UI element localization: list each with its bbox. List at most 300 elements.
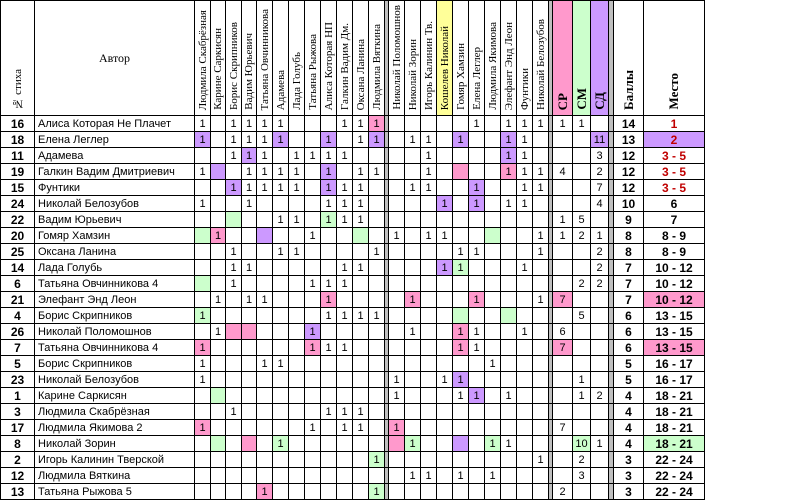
- poem-number: 22: [1, 212, 35, 228]
- vote-cell: [337, 468, 353, 484]
- table-row: [1, 212, 705, 228]
- vote-cell: 1: [257, 180, 273, 196]
- vote-cell: [226, 228, 242, 244]
- vote-cell: [389, 356, 405, 372]
- place-cell: 10 - 12: [644, 260, 705, 276]
- vote-cell: [257, 468, 273, 484]
- vote-cell: 1: [273, 180, 289, 196]
- vote-cell: [289, 324, 305, 340]
- vote-cell: [289, 436, 305, 452]
- vote-cell: 1: [353, 196, 369, 212]
- vote-cell: 1: [501, 148, 517, 164]
- vote-cell: 1: [195, 164, 211, 180]
- vote-cell: 1: [305, 324, 321, 340]
- score-cell: 10: [614, 196, 644, 212]
- vote-cell: [469, 212, 485, 228]
- vote-cell: 1: [337, 420, 353, 436]
- vote-cell: [405, 372, 421, 388]
- vote-cell: [226, 484, 242, 500]
- score-cell: 3: [614, 452, 644, 468]
- vote-cell: 1: [405, 324, 421, 340]
- vote-cell: 1: [533, 116, 549, 132]
- header-jury-0: [195, 1, 211, 116]
- vote-cell: [305, 388, 321, 404]
- poem-number: 6: [1, 276, 35, 292]
- vote-cell: 1: [389, 420, 405, 436]
- vote-cell: 1: [211, 324, 226, 340]
- vote-cell: [485, 324, 501, 340]
- vote-cell: 1: [517, 260, 533, 276]
- vote-cell: 1: [226, 132, 242, 148]
- header-jury-18: [485, 1, 501, 116]
- vote-cell: [195, 324, 211, 340]
- vote-cell: [405, 356, 421, 372]
- vote-cell: [226, 292, 242, 308]
- vote-cell: [273, 148, 289, 164]
- score-cell: 6: [614, 308, 644, 324]
- header-label: № стиха: [11, 69, 24, 110]
- vote-cell: [437, 292, 453, 308]
- poem-number: 20: [1, 228, 35, 244]
- author-name: Алиса Которая Не Плачет: [35, 116, 195, 132]
- vote-cell: [517, 372, 533, 388]
- vote-cell: [353, 452, 369, 468]
- extra-cell: [591, 292, 609, 308]
- header-label: Николай Зорин: [406, 38, 419, 110]
- vote-cell: 1: [453, 324, 469, 340]
- vote-cell: [421, 452, 437, 468]
- extra-cell: [573, 292, 591, 308]
- extra-cell: 2: [591, 276, 609, 292]
- poem-number: 14: [1, 260, 35, 276]
- vote-cell: [369, 148, 385, 164]
- vote-cell: 1: [321, 164, 337, 180]
- vote-cell: 1: [321, 212, 337, 228]
- vote-cell: [305, 436, 321, 452]
- header-jury-12: [389, 1, 405, 116]
- poem-number: 19: [1, 164, 35, 180]
- vote-cell: [501, 452, 517, 468]
- vote-cell: [211, 308, 226, 324]
- vote-cell: [211, 244, 226, 260]
- vote-cell: [389, 148, 405, 164]
- vote-cell: 1: [337, 148, 353, 164]
- vote-cell: [501, 468, 517, 484]
- vote-cell: 1: [533, 180, 549, 196]
- vote-cell: [485, 148, 501, 164]
- header-label: СМ: [573, 88, 589, 110]
- vote-cell: [211, 452, 226, 468]
- extra-cell: 1: [573, 116, 591, 132]
- extra-cell: [573, 244, 591, 260]
- extra-cell: [573, 132, 591, 148]
- vote-cell: [437, 132, 453, 148]
- extra-cell: 7: [553, 420, 573, 436]
- vote-cell: 1: [337, 276, 353, 292]
- extra-cell: [591, 372, 609, 388]
- vote-cell: [257, 340, 273, 356]
- vote-cell: 1: [369, 132, 385, 148]
- vote-cell: [257, 420, 273, 436]
- vote-cell: [321, 388, 337, 404]
- vote-cell: [453, 180, 469, 196]
- vote-cell: [533, 468, 549, 484]
- extra-cell: [553, 260, 573, 276]
- vote-cell: [485, 340, 501, 356]
- header-label: Елена Леглер: [470, 47, 483, 110]
- vote-cell: [453, 308, 469, 324]
- header-label: Кошелев Николай: [438, 25, 451, 110]
- vote-cell: [257, 436, 273, 452]
- vote-cell: [501, 308, 517, 324]
- vote-cell: [437, 212, 453, 228]
- vote-cell: [226, 340, 242, 356]
- extra-cell: 3: [573, 468, 591, 484]
- place-cell: 13 - 15: [644, 340, 705, 356]
- vote-cell: 1: [195, 356, 211, 372]
- vote-cell: [273, 340, 289, 356]
- vote-cell: [389, 244, 405, 260]
- vote-cell: [421, 244, 437, 260]
- table-row: [1, 484, 705, 500]
- extra-cell: 1: [553, 228, 573, 244]
- vote-cell: [353, 340, 369, 356]
- extra-cell: [553, 404, 573, 420]
- place-cell: 18 - 21: [644, 388, 705, 404]
- vote-cell: [389, 180, 405, 196]
- vote-cell: [195, 388, 211, 404]
- vote-cell: 1: [501, 116, 517, 132]
- score-cell: 4: [614, 436, 644, 452]
- vote-cell: [289, 340, 305, 356]
- vote-cell: [453, 420, 469, 436]
- extra-cell: 7: [553, 292, 573, 308]
- vote-cell: [517, 292, 533, 308]
- place-cell: 18 - 21: [644, 436, 705, 452]
- vote-cell: 1: [501, 196, 517, 212]
- extra-cell: 2: [573, 276, 591, 292]
- vote-cell: [273, 452, 289, 468]
- vote-cell: [437, 468, 453, 484]
- vote-cell: [421, 116, 437, 132]
- vote-cell: [485, 260, 501, 276]
- vote-cell: [405, 404, 421, 420]
- vote-cell: [211, 340, 226, 356]
- table-row: [1, 452, 705, 468]
- vote-cell: [353, 436, 369, 452]
- place-cell: 18 - 21: [644, 420, 705, 436]
- vote-cell: 1: [469, 244, 485, 260]
- vote-cell: [485, 276, 501, 292]
- vote-cell: [533, 324, 549, 340]
- vote-cell: [211, 276, 226, 292]
- vote-cell: [305, 244, 321, 260]
- extra-cell: [591, 212, 609, 228]
- vote-cell: 1: [469, 292, 485, 308]
- vote-cell: 1: [485, 468, 501, 484]
- vote-cell: [421, 372, 437, 388]
- score-cell: 5: [614, 356, 644, 372]
- vote-cell: 1: [257, 356, 273, 372]
- vote-cell: [369, 340, 385, 356]
- vote-cell: 1: [305, 148, 321, 164]
- header-label: Людмила Скабрёзная: [196, 9, 209, 110]
- poem-number: 1: [1, 388, 35, 404]
- vote-cell: 1: [337, 260, 353, 276]
- header-label: Борис Скрипников: [227, 21, 240, 110]
- header-jury-15: [437, 1, 453, 116]
- extra-cell: 1: [573, 372, 591, 388]
- extra-cell: [573, 324, 591, 340]
- author-name: Карине Саркисян: [35, 388, 195, 404]
- header-jury-13: [405, 1, 421, 116]
- author-name: Людмила Скабрёзная: [35, 404, 195, 420]
- vote-cell: [437, 180, 453, 196]
- header-author: [35, 1, 195, 116]
- extra-cell: [591, 452, 609, 468]
- extra-cell: 5: [573, 308, 591, 324]
- vote-cell: [533, 420, 549, 436]
- vote-cell: [273, 260, 289, 276]
- vote-cell: [273, 420, 289, 436]
- vote-cell: 1: [273, 116, 289, 132]
- vote-cell: 1: [405, 468, 421, 484]
- vote-cell: [321, 436, 337, 452]
- vote-cell: [517, 404, 533, 420]
- vote-cell: [337, 324, 353, 340]
- extra-cell: [553, 436, 573, 452]
- vote-cell: [469, 484, 485, 500]
- score-cell: 3: [614, 484, 644, 500]
- vote-cell: [533, 436, 549, 452]
- extra-cell: 1: [591, 436, 609, 452]
- table-row: [1, 180, 705, 196]
- poem-number: 11: [1, 148, 35, 164]
- vote-cell: 1: [405, 292, 421, 308]
- vote-cell: 1: [469, 324, 485, 340]
- vote-cell: [421, 356, 437, 372]
- vote-cell: [469, 436, 485, 452]
- extra-cell: 2: [591, 260, 609, 276]
- vote-cell: 1: [517, 132, 533, 148]
- extra-cell: 3: [591, 148, 609, 164]
- score-cell: 6: [614, 324, 644, 340]
- vote-cell: [305, 164, 321, 180]
- header-label: Татьяна Рыжова: [306, 34, 319, 110]
- score-cell: 8: [614, 228, 644, 244]
- header-label: Игорь Калинин Тв.: [422, 20, 435, 110]
- extra-cell: [591, 420, 609, 436]
- vote-cell: [305, 260, 321, 276]
- vote-cell: [353, 324, 369, 340]
- vote-cell: 1: [337, 196, 353, 212]
- vote-cell: 1: [517, 324, 533, 340]
- vote-cell: [501, 212, 517, 228]
- header-place: [644, 1, 705, 116]
- table-row: [1, 276, 705, 292]
- vote-cell: [305, 292, 321, 308]
- vote-cell: [211, 260, 226, 276]
- header-label: СД: [591, 92, 607, 110]
- vote-cell: [257, 404, 273, 420]
- vote-cell: 1: [389, 372, 405, 388]
- vote-cell: [389, 260, 405, 276]
- vote-cell: [369, 436, 385, 452]
- table-row: [1, 324, 705, 340]
- place-cell: 3 - 5: [644, 164, 705, 180]
- vote-cell: 1: [437, 228, 453, 244]
- vote-cell: [242, 420, 257, 436]
- extra-cell: 4: [591, 196, 609, 212]
- header-jury-17: [469, 1, 485, 116]
- vote-cell: [211, 212, 226, 228]
- place-cell: 10 - 12: [644, 292, 705, 308]
- vote-cell: [517, 356, 533, 372]
- vote-cell: [305, 180, 321, 196]
- author-name: Николай Белозубов: [35, 196, 195, 212]
- vote-cell: [405, 212, 421, 228]
- place-cell: 6: [644, 196, 705, 212]
- header-row: [1, 1, 705, 116]
- vote-cell: [337, 132, 353, 148]
- vote-cell: [389, 452, 405, 468]
- vote-cell: [453, 276, 469, 292]
- vote-cell: [501, 356, 517, 372]
- score-cell: 7: [614, 276, 644, 292]
- vote-cell: [353, 356, 369, 372]
- vote-cell: [353, 292, 369, 308]
- place-cell: 2: [644, 132, 705, 148]
- vote-cell: [421, 340, 437, 356]
- vote-cell: [389, 132, 405, 148]
- vote-cell: [289, 468, 305, 484]
- vote-cell: [257, 452, 273, 468]
- vote-cell: [242, 308, 257, 324]
- vote-cell: [533, 388, 549, 404]
- header-jury-11: [369, 1, 385, 116]
- vote-cell: [353, 388, 369, 404]
- poem-number: 4: [1, 308, 35, 324]
- vote-cell: 1: [469, 180, 485, 196]
- extra-cell: 1: [553, 212, 573, 228]
- vote-cell: [195, 260, 211, 276]
- header-jury-4: [257, 1, 273, 116]
- extra-cell: [573, 260, 591, 276]
- extra-cell: [553, 132, 573, 148]
- vote-cell: [305, 452, 321, 468]
- vote-cell: [353, 148, 369, 164]
- vote-cell: 1: [453, 340, 469, 356]
- vote-cell: [369, 228, 385, 244]
- vote-cell: [273, 388, 289, 404]
- vote-cell: [517, 484, 533, 500]
- vote-cell: [437, 404, 453, 420]
- extra-cell: 7: [591, 180, 609, 196]
- vote-cell: [437, 388, 453, 404]
- vote-cell: [242, 228, 257, 244]
- place-cell: 8 - 9: [644, 244, 705, 260]
- table-row: [1, 436, 705, 452]
- vote-cell: 1: [453, 132, 469, 148]
- header-jury-21: [533, 1, 549, 116]
- header-extra-0: [553, 1, 573, 116]
- vote-cell: [257, 244, 273, 260]
- extra-cell: 2: [573, 452, 591, 468]
- vote-cell: [211, 196, 226, 212]
- poem-number: 3: [1, 404, 35, 420]
- header-label: Галкин Вадим Дм.: [338, 22, 351, 110]
- vote-cell: [501, 292, 517, 308]
- vote-cell: [211, 180, 226, 196]
- place-cell: 1: [644, 116, 705, 132]
- vote-cell: 1: [195, 340, 211, 356]
- vote-cell: 1: [485, 356, 501, 372]
- vote-cell: 1: [242, 180, 257, 196]
- header-label: Фунтики: [518, 67, 531, 110]
- vote-cell: [226, 196, 242, 212]
- author-name: Фунтики: [35, 180, 195, 196]
- vote-cell: [517, 308, 533, 324]
- vote-cell: [195, 244, 211, 260]
- table-row: [1, 404, 705, 420]
- vote-cell: [273, 292, 289, 308]
- extra-cell: [553, 148, 573, 164]
- vote-cell: 1: [257, 132, 273, 148]
- vote-cell: [517, 212, 533, 228]
- score-cell: 13: [614, 132, 644, 148]
- vote-cell: [321, 324, 337, 340]
- vote-cell: [453, 436, 469, 452]
- author-name: Татьяна Овчинникова 4: [35, 340, 195, 356]
- vote-cell: 1: [226, 276, 242, 292]
- poem-number: 2: [1, 452, 35, 468]
- vote-cell: [353, 244, 369, 260]
- extra-cell: 11: [591, 132, 609, 148]
- place-cell: 22 - 24: [644, 452, 705, 468]
- author-name: Татьяна Рыжова 5: [35, 484, 195, 500]
- vote-cell: 1: [389, 388, 405, 404]
- vote-cell: 1: [485, 436, 501, 452]
- vote-cell: [485, 132, 501, 148]
- vote-cell: [242, 212, 257, 228]
- vote-cell: 1: [453, 260, 469, 276]
- vote-cell: 1: [257, 116, 273, 132]
- extra-cell: 1: [553, 116, 573, 132]
- vote-cell: [289, 196, 305, 212]
- vote-cell: 1: [469, 388, 485, 404]
- vote-cell: [533, 356, 549, 372]
- vote-cell: [437, 324, 453, 340]
- vote-cell: [437, 420, 453, 436]
- vote-cell: [389, 324, 405, 340]
- vote-cell: [469, 420, 485, 436]
- vote-cell: [211, 468, 226, 484]
- vote-cell: [273, 404, 289, 420]
- vote-cell: [469, 260, 485, 276]
- vote-cell: 1: [226, 116, 242, 132]
- vote-cell: [289, 276, 305, 292]
- header-label: Татьяна Овчинникова: [258, 8, 271, 110]
- vote-cell: [305, 372, 321, 388]
- vote-cell: 1: [353, 132, 369, 148]
- extra-cell: [553, 372, 573, 388]
- vote-cell: [405, 388, 421, 404]
- vote-cell: [469, 276, 485, 292]
- vote-cell: [211, 356, 226, 372]
- table-row: [1, 372, 705, 388]
- vote-cell: [453, 292, 469, 308]
- vote-cell: 1: [305, 276, 321, 292]
